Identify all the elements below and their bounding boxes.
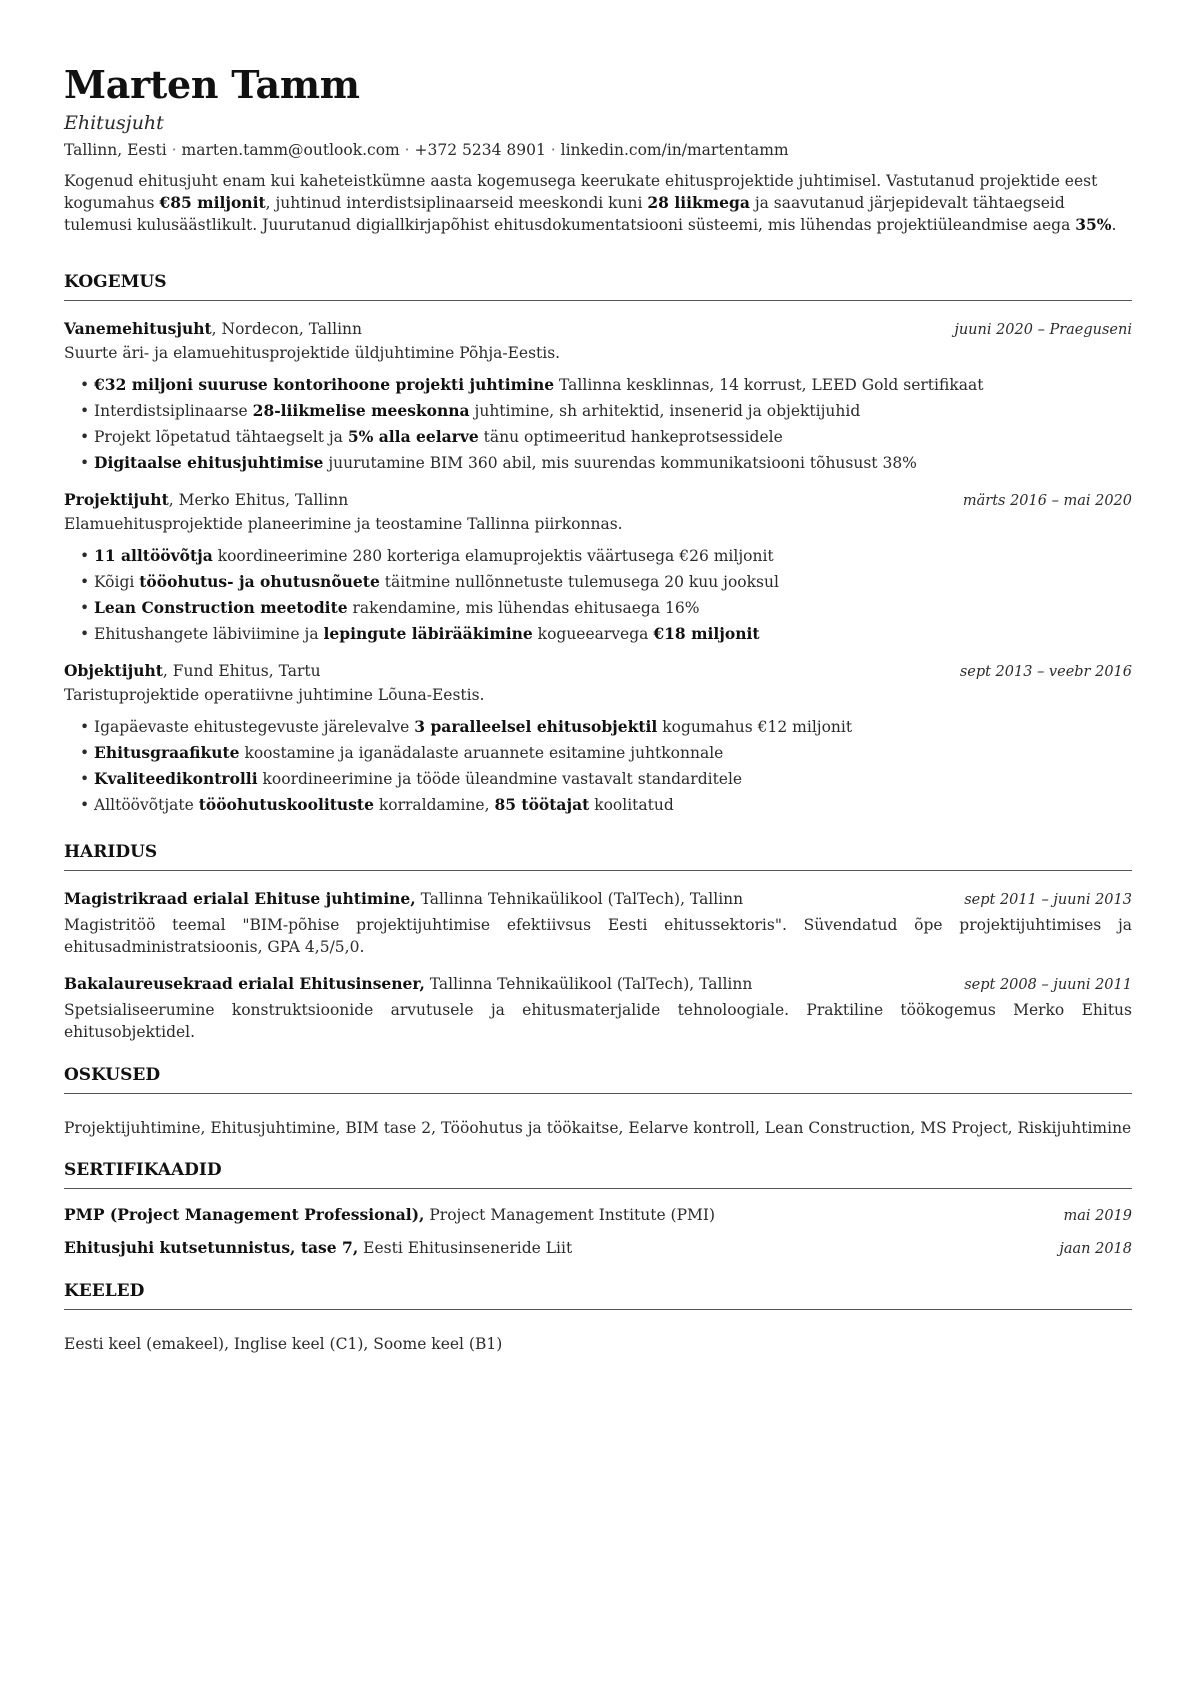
certificate-title-line — [64, 1203, 715, 1227]
education-date: sept 2008 – juuni 2011 — [964, 977, 1132, 993]
resume-page — [64, 62, 1132, 1356]
job-position: Vanemehitusjuht — [64, 319, 212, 338]
job-header — [64, 317, 1132, 342]
job-company: , Fund Ehitus, Tartu — [162, 662, 321, 680]
job-date: sept 2013 – veebr 2016 — [959, 664, 1132, 680]
text-fragment: korraldamine, — [373, 796, 495, 814]
education-description: Spetsialiseerumine konstruktsioonide arvutusele ja ehitusmaterjalide tehnoloogiale. Praktiline töökogemus Merko Ehitus ehitusobjektidel. — [64, 1001, 1132, 1041]
certificate-title-line — [64, 1236, 572, 1260]
education-description: Magistritöö teemal "BIM-põhise projektijuhtimise efektiivsus Eesti ehitussektoris". Süvendatud õpe projektijuhtimises ja ehitusadministratsioonis, GPA 4,5/5,0. — [64, 916, 1132, 956]
profile-summary — [64, 170, 1132, 236]
text-fragment: kogueearvega — [532, 625, 654, 643]
contact-linkedin[interactable]: linkedin.com/in/martentamm — [560, 141, 789, 159]
job-header — [64, 488, 1132, 513]
job-description: Taristuprojektide operatiivne juhtimine Lõuna-Eestis. — [64, 686, 485, 704]
job-position: Projektijuht — [64, 490, 169, 509]
contact-separator: · — [404, 141, 415, 159]
certificate-date: mai 2019 — [1063, 1208, 1132, 1224]
job-company: , Merko Ehitus, Tallinn — [168, 491, 349, 509]
emphasis-text: €18 miljonit — [653, 624, 760, 643]
education-section — [64, 840, 1132, 1043]
job-bullets — [64, 372, 1132, 476]
text-fragment: juurutamine BIM 360 abil, mis suurendas kommunikatsiooni tõhusust 38% — [323, 454, 917, 472]
job-bullet — [94, 372, 1132, 398]
section-title-languages: KEELED — [64, 1279, 1132, 1310]
job-title-line — [64, 488, 348, 512]
text-fragment: tänu optimeeritud hankeprotsessidele — [478, 428, 783, 446]
emphasis-text: 28 liikmega — [647, 193, 750, 212]
text-fragment: kogumahus €12 miljonit — [657, 718, 853, 736]
education-title-line — [64, 887, 743, 911]
candidate-name: Marten Tamm — [64, 62, 360, 107]
education-header — [64, 972, 1132, 997]
emphasis-text: €32 miljoni suuruse kontorihoone projekti juhtimine — [94, 375, 555, 394]
emphasis-text: Digitaalse ehitusjuhtimise — [94, 453, 324, 472]
contact-separator: · — [550, 141, 561, 159]
text-fragment: juhtimine, sh arhitektid, insenerid ja objektijuhid — [469, 402, 861, 420]
text-fragment: Ehitushangete läbiviimine ja — [94, 625, 324, 643]
job-position: Objektijuht — [64, 661, 163, 680]
text-fragment: . — [1111, 216, 1117, 234]
certificate-date: jaan 2018 — [1059, 1241, 1132, 1257]
section-title-certificates: SERTIFIKAADID — [64, 1158, 1132, 1189]
job-bullet — [94, 792, 1132, 818]
contact-line — [64, 138, 1132, 162]
job-entry — [64, 488, 1132, 647]
languages-text: Eesti keel (emakeel), Inglise keel (C1), Soome keel (B1) — [64, 1335, 503, 1353]
job-bullet — [94, 740, 1132, 766]
certificate-issuer: Eesti Ehitusinseneride Liit — [358, 1239, 573, 1257]
job-description: Elamuehitusprojektide planeerimine ja teostamine Tallinna piirkonnas. — [64, 515, 623, 533]
education-entry — [64, 887, 1132, 958]
section-title-experience: KOGEMUS — [64, 270, 1132, 301]
job-bullets — [64, 714, 1132, 818]
job-bullet — [94, 543, 1132, 569]
skills-text: Projektijuhtimine, Ehitusjuhtimine, BIM tase 2, Tööohutus ja töökaitse, Eelarve kontroll, Lean Construction, MS Project, Riskijuhtimine — [64, 1119, 1132, 1137]
job-bullet — [94, 398, 1132, 424]
job-title-line — [64, 659, 321, 683]
languages-section — [64, 1279, 1132, 1356]
job-entry — [64, 317, 1132, 476]
certificate-entry — [64, 1236, 1132, 1261]
certificate-issuer: Project Management Institute (PMI) — [424, 1206, 716, 1224]
experience-section — [64, 270, 1132, 818]
emphasis-text: Ehitusgraafikute — [94, 743, 240, 762]
contact-separator: · — [171, 141, 182, 159]
emphasis-text: lepingute läbirääkimine — [323, 624, 533, 643]
education-school: Tallinna Tehnikaülikool (TalTech), Tallinn — [424, 975, 753, 993]
job-bullet — [94, 714, 1132, 740]
experience-list — [64, 317, 1132, 818]
text-fragment: koolitatud — [589, 796, 674, 814]
job-bullets — [64, 543, 1132, 647]
education-list — [64, 887, 1132, 1043]
education-title-line — [64, 972, 752, 996]
text-fragment: Kogenud ehitusjuht enam kui kaheteistkümne aasta kogemusega keerukate ehitusprojektide juhtimisel. Vastutanud projektide eest kogumahus — [64, 172, 1098, 212]
emphasis-text: 35% — [1075, 215, 1112, 234]
text-fragment: ja saavutanud järjepidevalt tähtaegseid tulemusi kulusäästlikult. Juurutanud digiallkirjapõhist ehitusdokumentatsiooni süsteemi, mis lühendas projektiüleandmise aega — [64, 194, 1076, 234]
section-title-skills: OSKUSED — [64, 1063, 1132, 1094]
education-school: Tallinna Tehnikaülikool (TalTech), Tallinn — [415, 890, 744, 908]
text-fragment: Kõigi — [94, 573, 140, 591]
education-entry — [64, 972, 1132, 1043]
emphasis-text: tööohutus- ja ohutusnõuete — [139, 572, 380, 591]
certificate-name: Ehitusjuhi kutsetunnistus, tase 7, — [64, 1238, 359, 1257]
education-header — [64, 887, 1132, 912]
text-fragment: , juhtinud interdistsiplinaarseid meeskondi kuni — [265, 194, 648, 212]
education-degree: Magistrikraad erialal Ehituse juhtimine, — [64, 889, 416, 908]
job-bullet — [94, 621, 1132, 647]
text-fragment: koordineerimine 280 korteriga elamuprojektis väärtusega €26 miljonit — [212, 547, 774, 565]
emphasis-text: 5% alla eelarve — [347, 427, 479, 446]
text-fragment: Alltöövõtjate — [94, 796, 199, 814]
job-title-line — [64, 317, 362, 341]
text-fragment: Tallinna kesklinnas, 14 korrust, LEED Gold sertifikaat — [554, 376, 984, 394]
job-bullet — [94, 569, 1132, 595]
emphasis-text: 28-liikmelise meeskonna — [252, 401, 470, 420]
skills-section — [64, 1063, 1132, 1140]
emphasis-text: Kvaliteedikontrolli — [94, 769, 258, 788]
job-date: juuni 2020 – Praeguseni — [954, 322, 1132, 338]
education-degree: Bakalaureusekraad erialal Ehitusinsener, — [64, 974, 425, 993]
text-fragment: rakendamine, mis lühendas ehitusaega 16% — [347, 599, 700, 617]
job-bullet — [94, 424, 1132, 450]
emphasis-text: Lean Construction meetodite — [94, 598, 348, 617]
job-date: märts 2016 – mai 2020 — [962, 493, 1132, 509]
emphasis-text: €85 miljonit — [159, 193, 266, 212]
education-date: sept 2011 – juuni 2013 — [964, 892, 1132, 908]
emphasis-text: 85 töötajat — [494, 795, 590, 814]
contact-email[interactable]: marten.tamm@outlook.com — [181, 141, 400, 159]
certificate-entry — [64, 1203, 1132, 1228]
text-fragment: Interdistsiplinaarse — [94, 402, 253, 420]
section-title-education: HARIDUS — [64, 840, 1132, 871]
emphasis-text: tööohutuskoolituste — [198, 795, 374, 814]
text-fragment: koostamine ja iganädalaste aruannete esitamine juhtkonnale — [239, 744, 724, 762]
certificate-name: PMP (Project Management Professional), — [64, 1205, 425, 1224]
job-bullet — [94, 595, 1132, 621]
job-description: Suurte äri- ja elamuehitusprojektide üldjuhtimine Põhja-Eestis. — [64, 344, 561, 362]
certificates-section — [64, 1158, 1132, 1261]
emphasis-text: 3 paralleelsel ehitusobjektil — [414, 717, 658, 736]
contact-phone[interactable]: +372 5234 8901 — [414, 141, 546, 159]
job-header — [64, 659, 1132, 684]
job-entry — [64, 659, 1132, 818]
text-fragment: Projekt lõpetatud tähtaegselt ja — [94, 428, 348, 446]
text-fragment: koordineerimine ja tööde üleandmine vastavalt standarditele — [257, 770, 743, 788]
emphasis-text: 11 alltöövõtja — [94, 546, 213, 565]
job-company: , Nordecon, Tallinn — [211, 320, 362, 338]
job-bullet — [94, 766, 1132, 792]
text-fragment: täitmine nullõnnetuste tulemusega 20 kuu jooksul — [379, 573, 779, 591]
certificates-list — [64, 1203, 1132, 1261]
text-fragment: Igapäevaste ehitustegevuste järelevalve — [94, 718, 415, 736]
job-bullet — [94, 450, 1132, 476]
candidate-role: Ehitusjuht — [64, 112, 164, 134]
contact-location: Tallinn, Eesti — [64, 141, 167, 159]
